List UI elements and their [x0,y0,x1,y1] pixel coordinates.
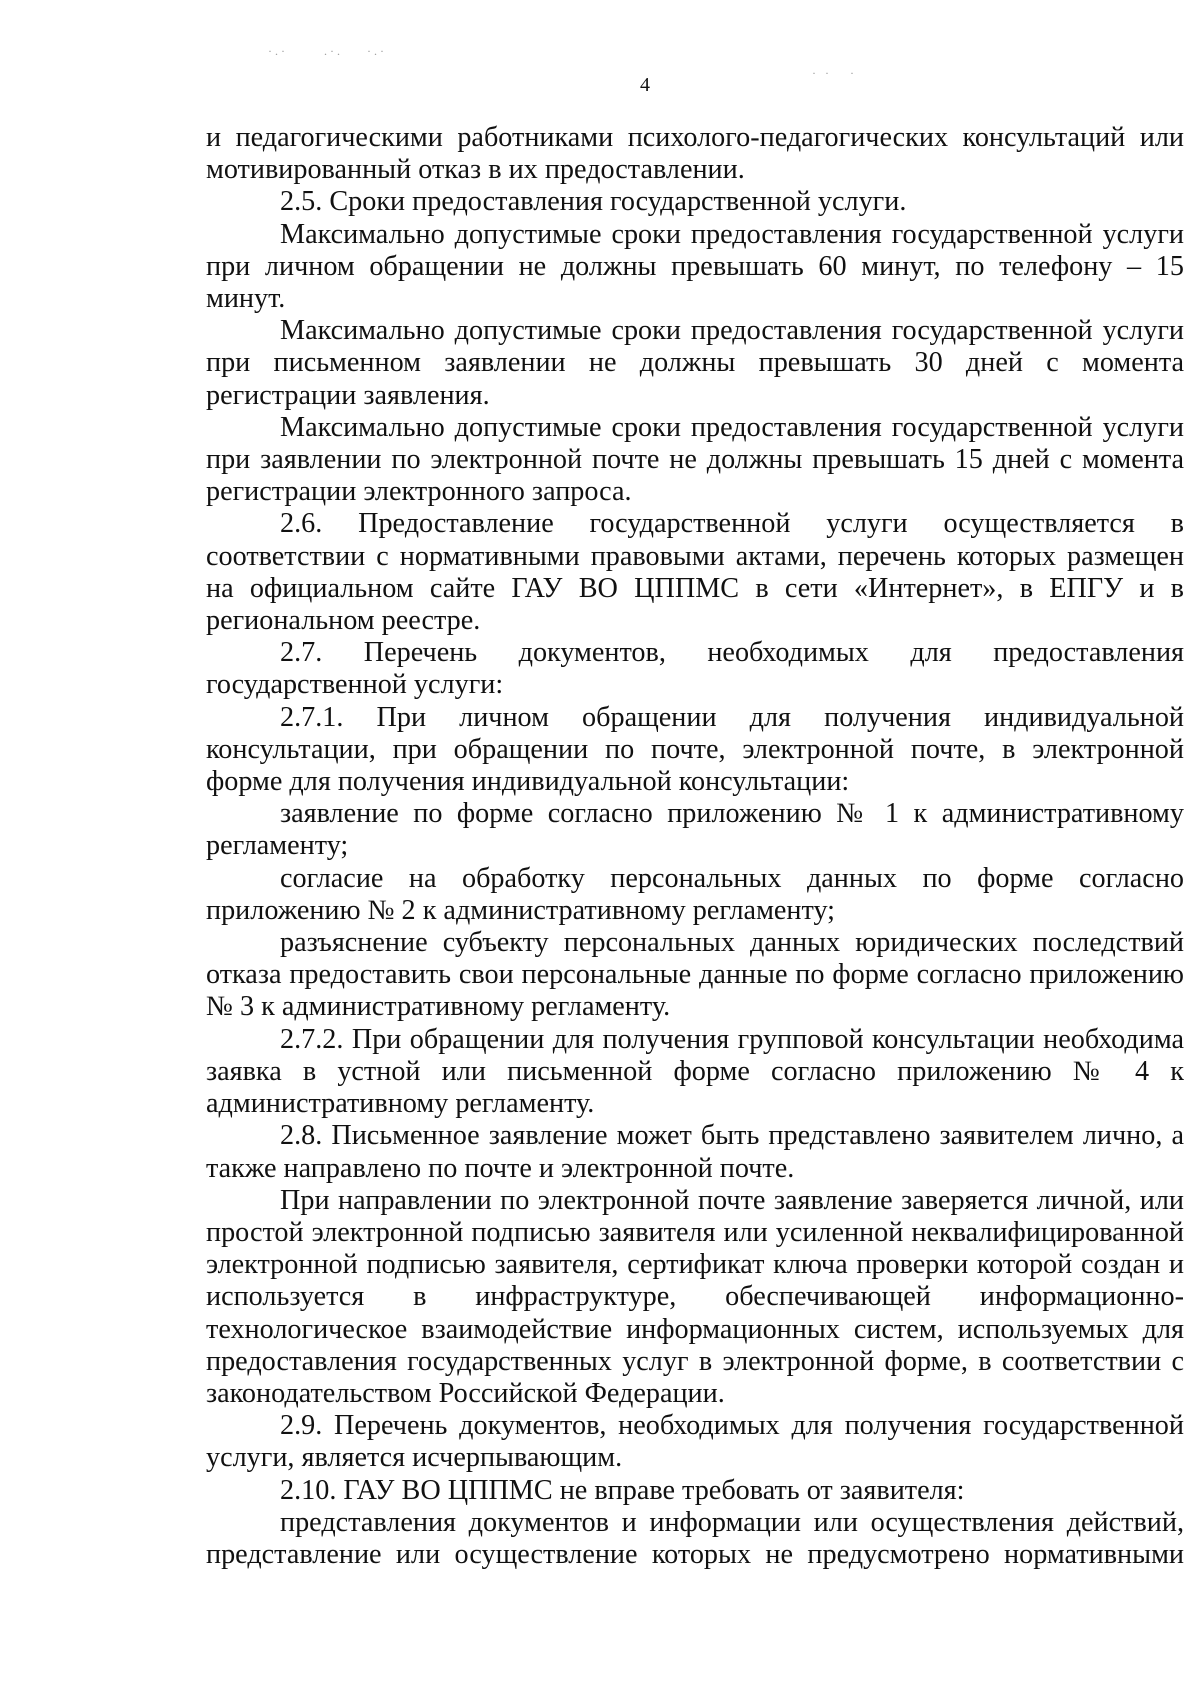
document-body [206,122,1184,1571]
paragraph: При направлении по электронной почте заявление заверяется личной, или простой электронной подписью заявителя или усиленной неквалифицированной электронной подписью заявителя, сертификат ключа проверки которой создан и используется в инфраструктуре, обеспечивающей информационно-технологическое взаимодействие информационных систем, используемых для предоставления государственных услуг в электронной форме, в соответствии с законодательством Российской Федерации. [206,1184,1184,1409]
paragraph: 2.5. Сроки предоставления государственной услуги. [280,186,907,218]
paragraph: Максимально допустимые сроки предоставления государственной услуги при личном обращении не должны превышать 60 минут, по телефону – 15 минут. [206,218,1184,315]
paragraph: 2.8. Письменное заявление может быть представлено заявителем лично, а также направлено по почте и электронной почте. [206,1120,1184,1184]
paragraph: Максимально допустимые сроки предоставления государственной услуги при письменном заявлении не должны превышать 30 дней с момента регистрации заявления. [206,315,1184,411]
paragraph: представления документов и информации или осуществления действий, представление или осуществление которых не предусмотрено нормативными [206,1506,1184,1570]
paragraph: 2.10. ГАУ ВО ЦППМС не вправе требовать от заявителя: [280,1474,965,1506]
paragraph: согласие на обработку персональных данных по форме согласно приложению № 2 к административному регламенту; [206,862,1184,926]
scan-noise: · · · [812,66,857,80]
scan-noise: ·.· .·. ·.· [268,44,387,58]
paragraph: 2.7. Перечень документов, необходимых для предоставления государственной услуги: [206,637,1184,701]
page-number: 4 [640,74,650,96]
paragraph: Максимально допустимые сроки предоставления государственной услуги при заявлении по электронной почте не должны превышать 15 дней с момента регистрации электронного запроса. [206,411,1184,508]
paragraph: 2.7.1. При личном обращении для получения индивидуальной консультации, при обращении по почте, электронной почте, в электронной форме для получения индивидуальной консультации: [206,701,1184,798]
paragraph: заявление по форме согласно приложению № 1 к административному регламенту; [206,798,1184,862]
paragraph: и педагогическими работниками психолого-педагогических консультаций или мотивированный отказ в их предоставлении. [206,122,1184,186]
paragraph: 2.6. Предоставление государственной услуги осуществляется в соответствии с нормативными правовыми актами, перечень которых размещен на официальном сайте ГАУ ВО ЦППМС в сети «Интернет», в ЕПГУ и в региональном реестре. [206,508,1184,637]
paragraph: 2.9. Перечень документов, необходимых для получения государственной услуги, является исчерпывающим. [206,1410,1184,1474]
paragraph: 2.7.2. При обращении для получения групповой консультации необходима заявка в устной или письменной форме согласно приложению № 4 к административному регламенту. [206,1023,1184,1120]
paragraph: разъяснение субъекту персональных данных юридических последствий отказа предоставить свои персональные данные по форме согласно приложению № 3 к административному регламенту. [206,927,1184,1023]
